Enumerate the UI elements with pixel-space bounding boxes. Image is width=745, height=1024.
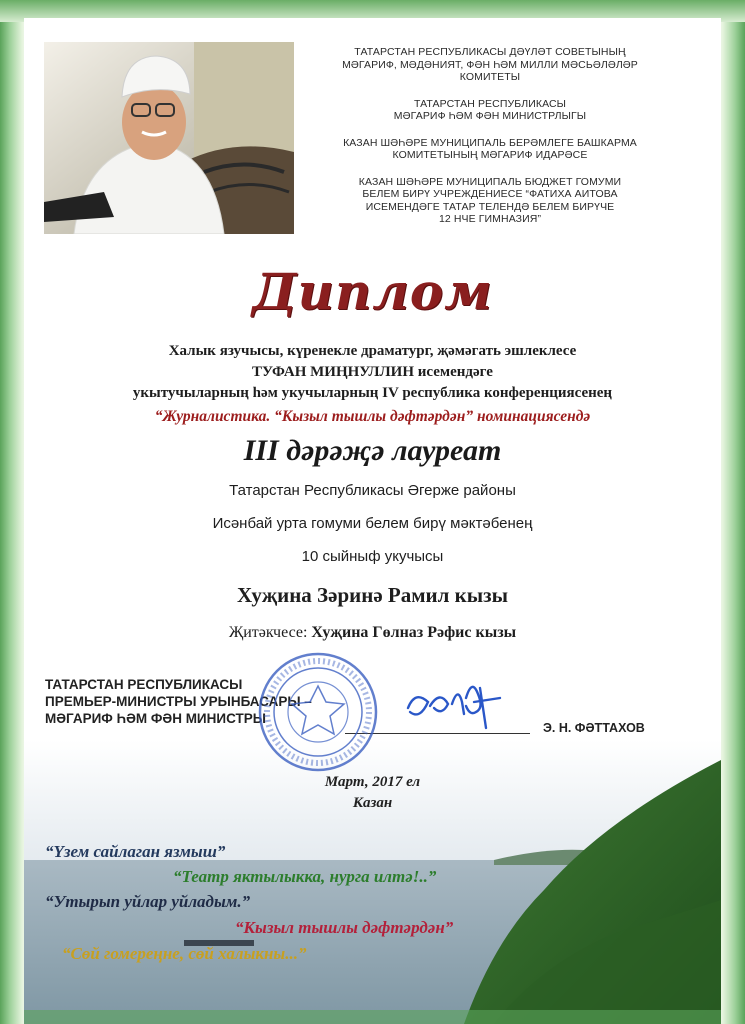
intro-line-3: укытучыларның һәм укучыларның IV республика конференциясенең (132, 385, 613, 401)
header-education-department: КАЗАН ШӘҺӘРЕ МУНИЦИПАЛЬ БЕРӘМЛЕГЕ БАШКАРМА КОМИТЕТЫНЫҢ МӘГАРИФ ИДАРӘСЕ (343, 136, 637, 161)
grade-line: 10 сыйныф укучысы (301, 548, 444, 565)
header-state-council: ТАТАРСТАН РЕСПУБЛИКАСЫ ДӘҮЛӘТ СОВЕТЫНЫҢ МӘГАРИФ, МӘДӘНИЯТ, ФӘН ҺӘМ МИЛЛИ МӘСЬӘЛӘЛӘР КОМИТЕТЫ (342, 46, 638, 83)
signatory-position: ТАТАРСТАН РЕСПУБЛИКАСЫ ПРЕМЬЕР-МИНИСТРЫ УРЫНБАСАРЫ – МӘГАРИФ ҺӘМ ФӘН МИНИСТРЫ (45, 677, 312, 726)
issue-date: Март, 2017 ел (324, 774, 421, 790)
supervisor-name: Хуҗина Гөлназ Рәфис кызы (311, 624, 517, 641)
diploma-title: Диплом (252, 262, 493, 321)
official-seal (256, 650, 380, 774)
signatory-name: Э. Н. ФӘТТАХОВ (543, 721, 645, 735)
quote-4: “Кызыл тышлы дәфтәрдән” (235, 918, 454, 937)
region-line: Татарстан Республикасы Әгерже районы (229, 482, 516, 499)
supervisor-label: Җитәкчесе: (228, 624, 308, 641)
intro-line-1: Халык язучысы, күренекле драматург, җәмәгать эшлеклесе (168, 343, 577, 359)
supervisor-line (0, 624, 745, 642)
issuing-organizations (302, 46, 678, 240)
nomination-line: “Журналистика. “Кызыл тышлы дәфтәрдән” номинациясендә (154, 408, 591, 425)
quote-2: “Театр яктылыкка, нурга илтә!..” (173, 867, 437, 886)
handwritten-signature (400, 668, 510, 738)
header-ministry: ТАТАРСТАН РЕСПУБЛИКАСЫ МӘГАРИФ ҺӘМ ФӘН МИНИСТРЛЫГЫ (393, 97, 587, 122)
award-degree: III дәрәҗә лауреат (243, 434, 502, 467)
quote-1: “Үзем сайлаган язмыш” (45, 842, 226, 861)
student-name: Хуҗина Зәринә Рамил кызы (237, 583, 508, 607)
issue-city: Казан (352, 795, 393, 811)
portrait-photo (44, 42, 294, 234)
intro-line-2: ТУФАН МИҢНУЛЛИН исемендәге (252, 364, 493, 380)
quote-3: “Утырып уйлар уйладым.” (45, 892, 251, 911)
quote-5: “Сөй гомереңне, сөй халыкны...” (62, 944, 307, 963)
header-gymnasium: КАЗАН ШӘҺӘРЕ МУНИЦИПАЛЬ БЮДЖЕТ ГОМУМИ БЕЛЕМ БИРҮ УЧРЕЖДЕНИЕСЕ “ФАТИХА АИТОВА ИСЕМЕНДӘГЕ ТАТАР ТЕЛЕНДӘ БЕЛЕМ БИРҮЧЕ 12 НЧЕ ГИМНАЗИЯ” (358, 175, 622, 225)
school-line: Исәнбай урта гомуми белем бирү мәктәбенең (212, 515, 533, 532)
